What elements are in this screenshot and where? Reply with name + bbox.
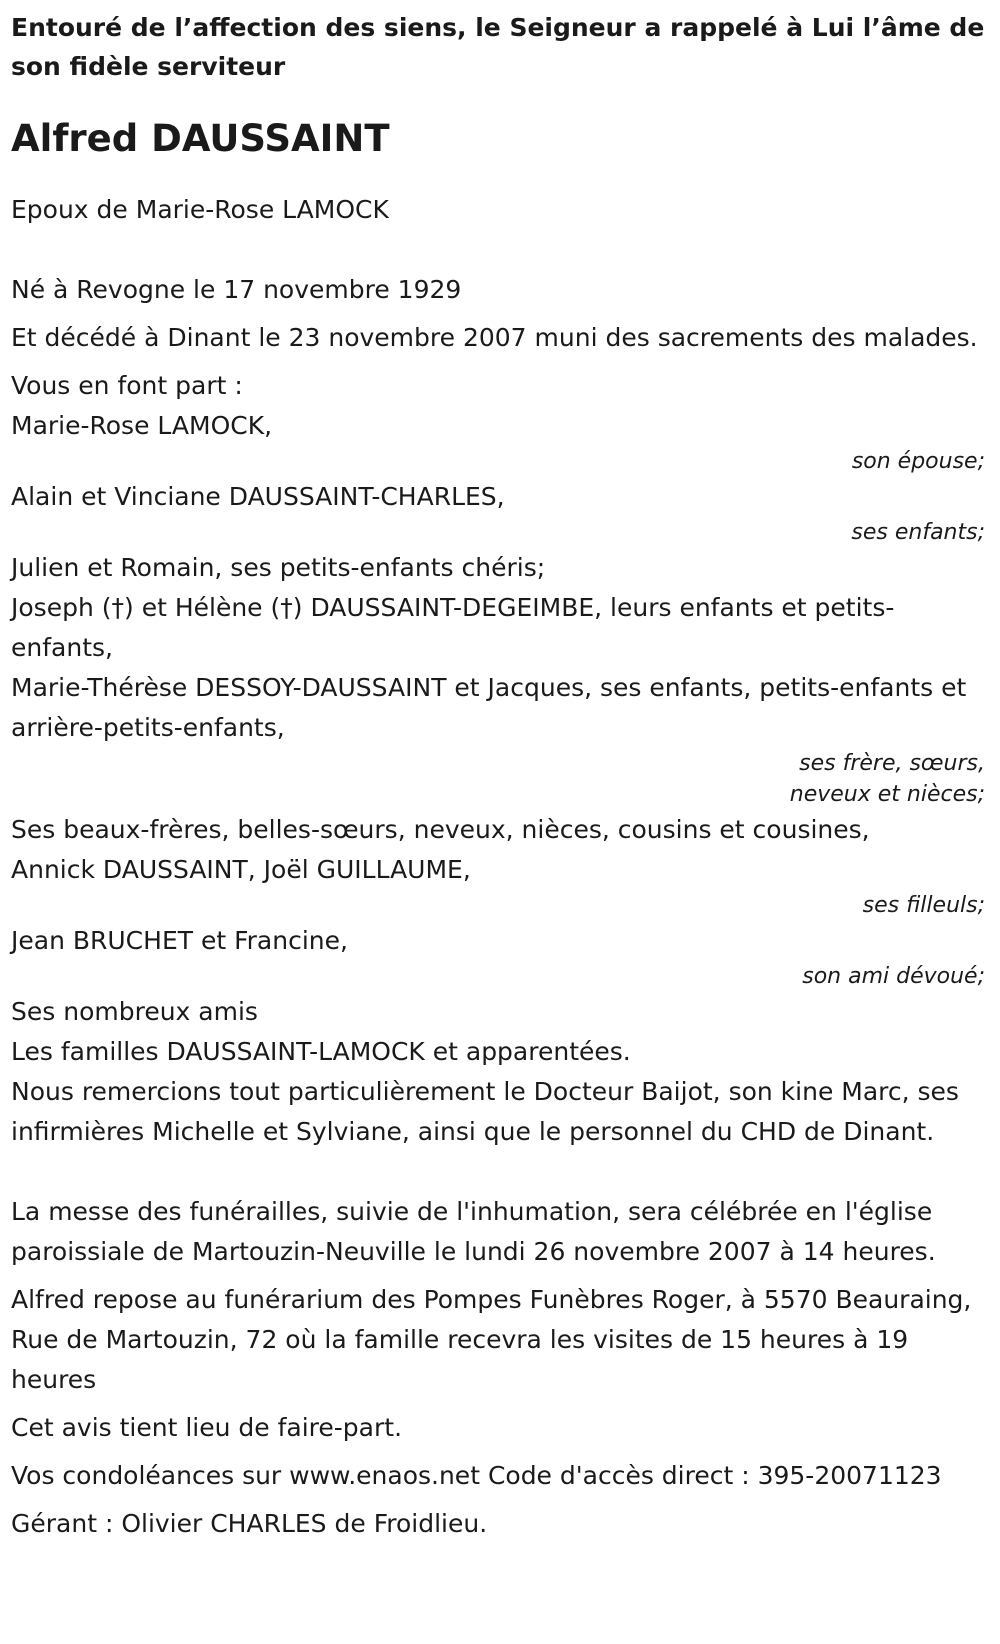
condolences-line: Vos condoléances sur www.enaos.net Code d'accès direct : 395-20071123 — [11, 1461, 942, 1490]
repose-info: Alfred repose au funérarium des Pompes Funèbres Roger, à 5570 Beauraing, Rue de Martouzin, 72 où la famille recevra les visites de 15 heures à 19 heures — [11, 1285, 972, 1394]
godchildren-role: ses filleuls; — [862, 893, 985, 918]
friend-names: Jean BRUCHET et Francine, — [11, 926, 348, 955]
manager-line: Gérant : Olivier CHARLES de Froidlieu. — [11, 1509, 488, 1538]
friend-role: son ami dévoué; — [802, 964, 985, 989]
death-line: Et décédé à Dinant le 23 novembre 2007 muni des sacrements des malades. — [11, 323, 978, 352]
spouse-line: Epoux de Marie-Rose LAMOCK — [11, 195, 389, 224]
thanks-paragraph: Nous remercions tout particulièrement le Docteur Baijot, son kine Marc, ses infirmières Michelle et Sylviane, ainsi que le personnel du CHD de Dinant. — [11, 1077, 959, 1146]
birth-line: Né à Revogne le 17 novembre 1929 — [11, 275, 462, 304]
spouse-role: son épouse; — [851, 449, 985, 474]
family-intro: Vous en font part : — [11, 371, 243, 400]
grandchildren-line: Julien et Romain, ses petits-enfants chéris; — [11, 553, 546, 582]
spouse-name: Marie-Rose LAMOCK, — [11, 411, 273, 440]
friends-line: Ses nombreux amis — [11, 997, 258, 1026]
funeral-service: La messe des funérailles, suivie de l'inhumation, sera célébrée en l'église paroissiale de Martouzin-Neuville le lundi 26 novembre 2007 à 14 heures. — [11, 1197, 936, 1266]
sibling-line-2: Marie-Thérèse DESSOY-DAUSSAINT et Jacques, ses enfants, petits-enfants et arrière-petits-enfants, — [11, 673, 967, 742]
siblings-role-2: neveux et nièces; — [789, 782, 985, 807]
children-role: ses enfants; — [851, 520, 985, 545]
siblings-role-1: ses frère, sœurs, — [799, 751, 985, 776]
godchildren-names: Annick DAUSSAINT, Joël GUILLAUME, — [11, 855, 471, 884]
header-text: Entouré de l’affection des siens, le Seigneur a rappelé à Lui l’âme de son fidèle serviteur — [11, 13, 985, 81]
families-line: Les familles DAUSSAINT-LAMOCK et apparentées. — [11, 1037, 631, 1066]
inlaws-line: Ses beaux-frères, belles-sœurs, neveux, nièces, cousins et cousines, — [11, 815, 870, 844]
deceased-name: Alfred DAUSSAINT — [11, 117, 390, 160]
children-names: Alain et Vinciane DAUSSAINT-CHARLES, — [11, 482, 505, 511]
sibling-line-1: Joseph (†) et Hélène (†) DAUSSAINT-DEGEIMBE, leurs enfants et petits-enfants, — [11, 593, 895, 662]
obituary-notice — [0, 8, 1000, 1544]
notice-line: Cet avis tient lieu de faire-part. — [11, 1413, 403, 1442]
